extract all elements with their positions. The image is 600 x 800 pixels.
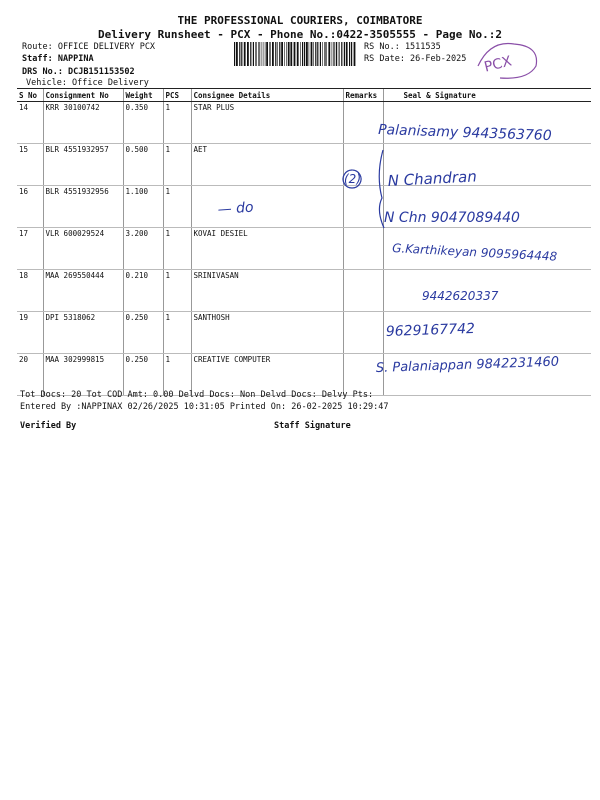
cell-signature [383, 144, 591, 186]
cell-weight: 0.500 [123, 144, 163, 186]
cell-signature [383, 312, 591, 354]
cell-remarks [343, 312, 383, 354]
company-title: THE PROFESSIONAL COURIERS, COIMBATORE [177, 14, 423, 27]
col-header: Consignee Details [191, 89, 343, 102]
cell-sno: 18 [17, 270, 43, 312]
barcode-image [234, 42, 358, 66]
table-row [17, 270, 591, 312]
cell-consignment: BLR 4551932957 [43, 144, 123, 186]
drs-number: DRS No.: DCJB151153502 [22, 67, 135, 77]
table-row [17, 186, 591, 228]
cell-consignee: STAR PLUS [191, 102, 343, 144]
handwritten-ditto: — do [217, 199, 255, 218]
cell-sno: 17 [17, 228, 43, 270]
cell-weight: 0.210 [123, 270, 163, 312]
cell-weight: 0.250 [123, 354, 163, 396]
handwritten-signature: N Chn 9047089440 [384, 210, 520, 226]
handwritten-signature: 9442620337 [422, 289, 499, 303]
cell-remarks [343, 144, 383, 186]
pcx-stamp [470, 36, 550, 82]
cell-pcs: 1 [163, 144, 191, 186]
table-row [17, 312, 591, 354]
cell-weight: 0.250 [123, 312, 163, 354]
rs-date: RS Date: 26-Feb-2025 [364, 54, 467, 64]
handwritten-signature: G.Karthikeyan 9095964448 [391, 241, 558, 264]
cell-consignment: VLR 600029524 [43, 228, 123, 270]
cell-remarks [343, 102, 383, 144]
cell-sno: 16 [17, 186, 43, 228]
cell-signature [383, 270, 591, 312]
cell-remarks [343, 228, 383, 270]
handwritten-remark: (2) [344, 172, 361, 186]
cell-sno: 14 [17, 102, 43, 144]
entered-by-line: Entered By :NAPPINAX 02/26/2025 10:31:05 Printed On: 26-02-2025 10:29:47 [20, 402, 389, 412]
cell-consignment: DPI 5318062 [43, 312, 123, 354]
cell-weight: 1.100 [123, 186, 163, 228]
col-header: PCS [163, 89, 191, 102]
cell-consignment: MAA 269550444 [43, 270, 123, 312]
col-header: S No [17, 89, 43, 102]
cell-pcs: 1 [163, 312, 191, 354]
cell-consignee: SRINIVASAN [191, 270, 343, 312]
col-header: Remarks [343, 89, 383, 102]
stamp-text: PCX [482, 53, 514, 76]
cell-weight: 0.350 [123, 102, 163, 144]
route-label: Route: OFFICE DELIVERY PCX [22, 42, 156, 52]
handwritten-signature: Palanisamy 9443563760 [377, 122, 552, 145]
cell-consignee [191, 186, 343, 228]
runsheet-title: Delivery Runsheet - PCX - Phone No.:0422-3505555 - Page No.:2 [98, 28, 502, 41]
cell-consignment: MAA 302999815 [43, 354, 123, 396]
staff-signature-label: Staff Signature [274, 421, 351, 431]
table-header-row [17, 89, 591, 102]
cell-pcs: 1 [163, 354, 191, 396]
vehicle-label: Vehicle: Office Delivery [26, 78, 149, 88]
cell-sno: 20 [17, 354, 43, 396]
totals-line: Tot Docs: 20 Tot COD Amt: 0.00 Delvd Docs: Non Delvd Docs: Delvy Pts: [20, 390, 374, 400]
handwritten-signature: 9629167742 [385, 320, 476, 340]
table-row [17, 102, 591, 144]
cell-sno: 19 [17, 312, 43, 354]
cell-signature [383, 228, 591, 270]
cell-consignee: SANTHOSH [191, 312, 343, 354]
cell-consignment: BLR 4551932956 [43, 186, 123, 228]
rs-number: RS No.: 1511535 [364, 42, 441, 52]
cell-consignee: CREATIVE COMPUTER [191, 354, 343, 396]
cell-sno: 15 [17, 144, 43, 186]
col-header: Seal & Signature [383, 89, 591, 102]
cell-signature [383, 102, 591, 144]
staff-label: Staff: NAPPINA [22, 54, 94, 64]
col-header: Consignment No [43, 89, 123, 102]
handwritten-signature: S. Palaniappan 9842231460 [375, 354, 560, 376]
table-row [17, 228, 591, 270]
cell-signature [383, 354, 591, 396]
cell-remarks [343, 186, 383, 228]
cell-consignee: KOVAI DESIEL [191, 228, 343, 270]
cell-weight: 3.200 [123, 228, 163, 270]
col-header: Weight [123, 89, 163, 102]
cell-consignment: KRR 30100742 [43, 102, 123, 144]
runsheet-table [17, 88, 591, 396]
cell-pcs: 1 [163, 270, 191, 312]
table-row [17, 144, 591, 186]
cell-consignee: AET [191, 144, 343, 186]
cell-remarks [343, 270, 383, 312]
cell-pcs: 1 [163, 102, 191, 144]
cell-pcs: 1 [163, 186, 191, 228]
cell-pcs: 1 [163, 228, 191, 270]
handwritten-signature: N Chandran [387, 167, 478, 190]
verified-by-label: Verified By [20, 421, 77, 431]
cell-signature [383, 186, 591, 228]
